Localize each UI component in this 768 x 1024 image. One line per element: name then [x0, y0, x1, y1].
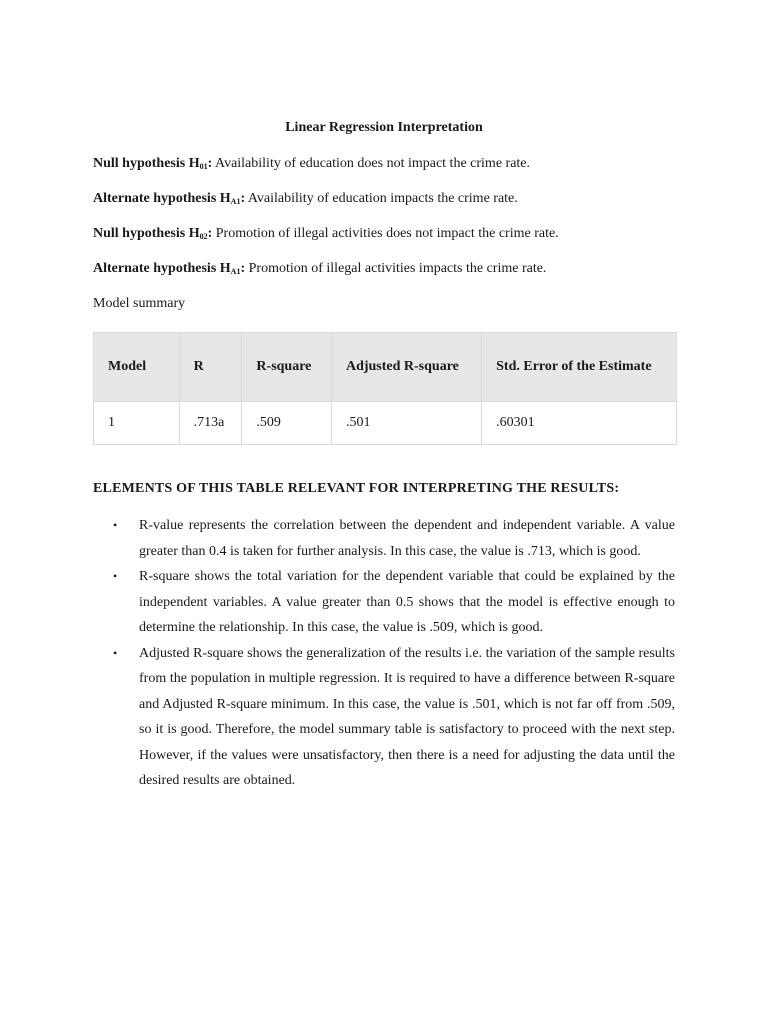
hypothesis-subscript: 02	[199, 232, 208, 241]
hypothesis-text: Promotion of illegal activities impacts the crime rate.	[245, 261, 547, 276]
list-item-text: R-square shows the total variation for the dependent variable that could be explained by the independent variables. A value greater than 0.5 shows that the model is effective enough to determine the relationship. In this case, the value is .509, which is good.	[139, 569, 675, 635]
model-summary-table	[93, 332, 677, 445]
list-item-text: Adjusted R-square shows the generalization of the results i.e. the variation of the sample results from the population in multiple regression. It is required to have a difference between R-square and Adjusted R-square minimum. In this case, the value is .501, which is not far off from .509, so it is good. Therefore, the model summary table is satisfactory to proceed with the next step. However, if the values were unsatisfactory, then there is a need for adjusting the data until the desired results are obtained.	[139, 645, 675, 788]
hypothesis-alternate-1: Alternate hypothesis $H_{A1}$: Availability of education impacts the crime rate.	[93, 191, 518, 206]
hypothesis-null-2: Null hypothesis $H_{02}$: Promotion of illegal activities does not impact the crime rate.	[93, 226, 559, 241]
bullet-list	[93, 513, 675, 794]
table-row	[94, 402, 677, 445]
table-header-cell: Model	[94, 333, 180, 402]
hypothesis-text: Promotion of illegal activities does not impact the crime rate.	[212, 226, 559, 241]
document-title: Linear Regression Interpretation	[285, 120, 483, 135]
table-header-cell: Std. Error of the Estimate	[482, 333, 677, 402]
hypothesis-label: Null hypothesis H	[93, 156, 200, 171]
bullet-icon: •	[113, 518, 118, 532]
bullet-icon: •	[113, 645, 118, 660]
table-cell: .501	[331, 402, 481, 445]
hypothesis-alternate-2: Alternate hypothesis $H_{A1}$: Promotion of illegal activities impacts the crime rate.	[93, 261, 547, 276]
bullet-icon: •	[113, 569, 118, 583]
list-item-text: R-value represents the correlation between the dependent and independent variable. A value greater than 0.4 is taken for further analysis. In this case, the value is .713, which is good.	[139, 518, 675, 559]
list-item	[93, 641, 675, 794]
hypothesis-subscript: 01	[199, 162, 208, 171]
table-header-cell: R	[179, 333, 242, 402]
hypothesis-text: Availability of education impacts the crime rate.	[245, 191, 518, 206]
hypothesis-label: Alternate hypothesis H	[93, 191, 231, 206]
table-cell: .713a	[179, 402, 242, 445]
table-cell: .509	[242, 402, 332, 445]
hypothesis-subscript: A1	[230, 267, 241, 276]
table-cell: 1	[94, 402, 180, 445]
table-header-row	[94, 333, 677, 402]
hypothesis-label: Alternate hypothesis H	[93, 261, 231, 276]
hypothesis-text: Availability of education does not impact the crime rate.	[212, 156, 531, 171]
hypothesis-label: Null hypothesis H	[93, 226, 200, 241]
hypothesis-subscript: A1	[230, 197, 241, 206]
section-heading: ELEMENTS OF THIS TABLE RELEVANT FOR INTERPRETING THE RESULTS:	[93, 481, 620, 496]
model-summary-label: Model summary	[93, 296, 186, 311]
table-cell: .60301	[482, 402, 677, 445]
table-header-cell: Adjusted R-square	[331, 333, 481, 402]
list-item	[93, 564, 675, 641]
table-header-cell: R-square	[242, 333, 332, 402]
hypothesis-null-1: Null hypothesis $H_{01}$: Availability of education does not impact the crime rate.	[93, 156, 531, 171]
list-item	[93, 513, 675, 564]
